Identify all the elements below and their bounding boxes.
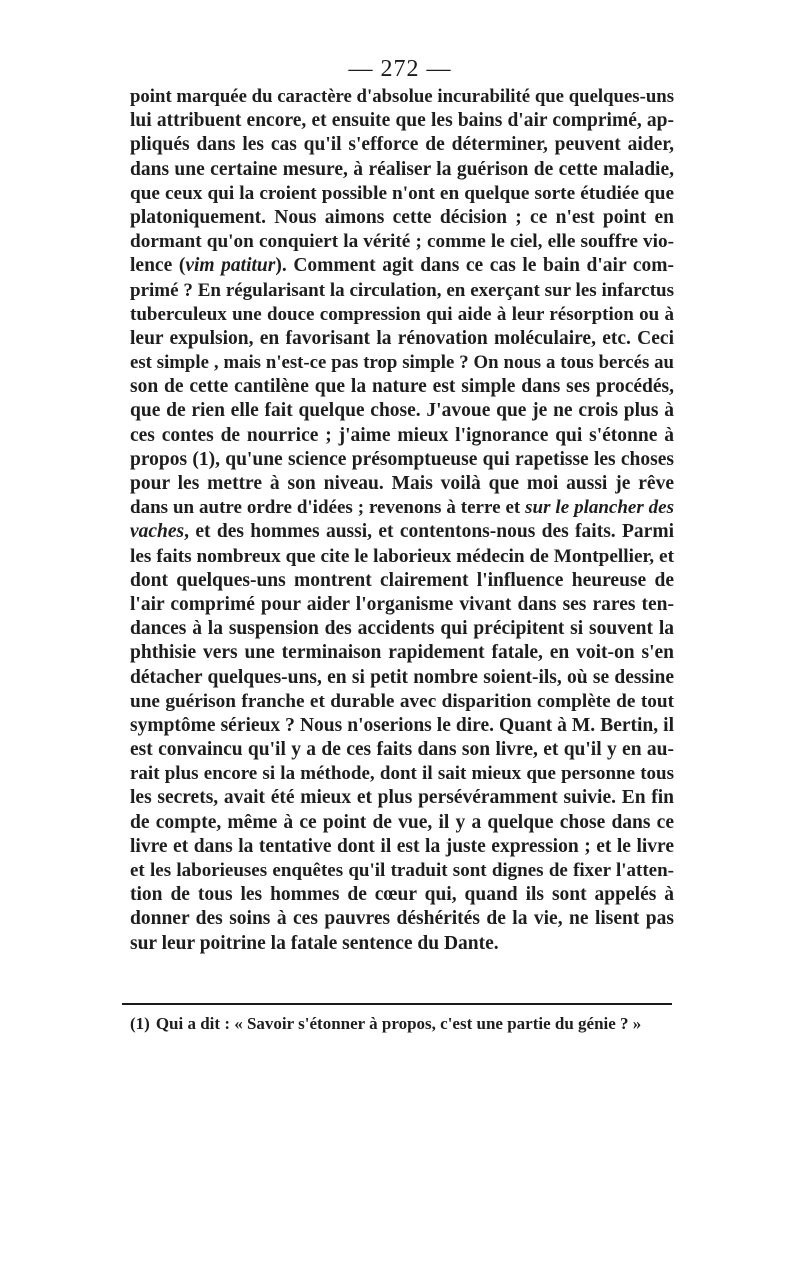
text-line: de compte, même à ce point de vue, il y a quelque chose dans ce bbox=[130, 811, 674, 833]
text-line: primé ? En régularisant la circulation, en exerçant sur les infarctus bbox=[130, 279, 674, 301]
text-line: et les laborieuses enquêtes qu'il traduit sont dignes de fixer l'atten- bbox=[130, 860, 674, 881]
text-line: détacher quelques-uns, en si petit nombre soient-ils, où se dessine bbox=[130, 666, 674, 688]
footnote-text: Qui a dit : « Savoir s'étonner à propos, c'est une partie du génie ? » bbox=[155, 1014, 642, 1033]
text-line: phthisie vers une terminaison rapidement fatale, en voit-on s'en bbox=[130, 642, 674, 664]
text-line: dans une certaine mesure, à réaliser la guérison de cette maladie, bbox=[130, 158, 674, 180]
text-line: tion de tous les hommes de cœur qui, quand ils sont appelés à bbox=[130, 884, 674, 906]
text-line: dormant qu'on conquiert la vérité ; comme le ciel, elle souffre vio- bbox=[130, 231, 674, 253]
text-line: les secrets, avait été mieux et plus persévéramment suivie. En fin bbox=[130, 787, 674, 809]
text-line: son de cette cantilène que la nature est simple dans ses procédés, bbox=[130, 376, 674, 398]
text-line: ces contes de nourrice ; j'aime mieux l'ignorance qui s'étonne à bbox=[130, 424, 674, 446]
text-line: pour les mettre à son niveau. Mais voilà que moi aussi je rêve bbox=[130, 473, 674, 494]
text-line: est simple , mais n'est-ce pas trop simple ? On nous a tous bercés au bbox=[130, 352, 674, 374]
text-line: tuberculeux une douce compression qui aide à leur résorption ou à bbox=[130, 303, 674, 325]
text-line: est convaincu qu'il y a de ces faits dans son livre, et qu'il y en au- bbox=[130, 739, 674, 761]
text-line: que ceux qui la croient possible n'ont en quelque sorte étudiée que bbox=[130, 182, 674, 204]
text-line: que de rien elle fait quelque chose. J'avoue que je ne crois plus à bbox=[130, 400, 674, 422]
text-line: rait plus encore si la méthode, dont il sait mieux que personne tous bbox=[130, 763, 674, 785]
text-line: une guérison franche et durable avec disparition complète de tout bbox=[130, 690, 674, 712]
text-line: symptôme sérieux ? Nous n'oserions le dire. Quant à M. Bertin, il bbox=[130, 714, 674, 736]
body-text bbox=[130, 85, 674, 956]
text-line: les faits nombreux que cite le laborieux médecin de Montpellier, et bbox=[130, 545, 674, 567]
text-line: livre et dans la tentative dont il est la juste expression ; et le livre bbox=[130, 835, 674, 857]
text-line: leur expulsion, en favorisant la rénovation moléculaire, etc. Ceci bbox=[130, 327, 674, 349]
text-line: lence (vim patitur). Comment agit dans ce cas le bain d'air com- bbox=[130, 255, 674, 277]
text-line: lui attribuent encore, et ensuite que les bains d'air comprimé, ap- bbox=[130, 110, 674, 132]
text-line: platoniquement. Nous aimons cette décision ; ce n'est point en bbox=[130, 206, 674, 228]
text-line: dont quelques-uns montrent clairement l'influence heureuse de bbox=[130, 569, 674, 591]
text-line: vaches, et des hommes aussi, et contentons-nous des faits. Parmi bbox=[130, 521, 674, 543]
text-line: point marquée du caractère d'absolue incurabilité que quelques-uns bbox=[130, 86, 674, 107]
text-line: donner des soins à ces pauvres déshérités de la vie, ne lisent pas bbox=[130, 908, 674, 930]
text-line: propos (1), qu'une science présomptueuse qui rapetisse les choses bbox=[130, 448, 674, 470]
footnote-rule bbox=[122, 1003, 672, 1005]
text-line: l'air comprimé pour aider l'organisme vivant dans ses rares ten- bbox=[130, 593, 674, 615]
text-line: pliqués dans les cas qu'il s'efforce de déterminer, peuvent aider, bbox=[130, 134, 674, 156]
page-number: — 272 — bbox=[348, 56, 452, 82]
footnote-mark: (1) bbox=[130, 1014, 150, 1033]
text-line: dans un autre ordre d'idées ; revenons à terre et sur le plancher des bbox=[130, 497, 674, 519]
footnote bbox=[130, 1012, 675, 1036]
text-line: dances à la suspension des accidents qui précipitent si souvent la bbox=[130, 618, 674, 640]
text-line: sur leur poitrine la fatale sentence du Dante. bbox=[130, 932, 499, 954]
